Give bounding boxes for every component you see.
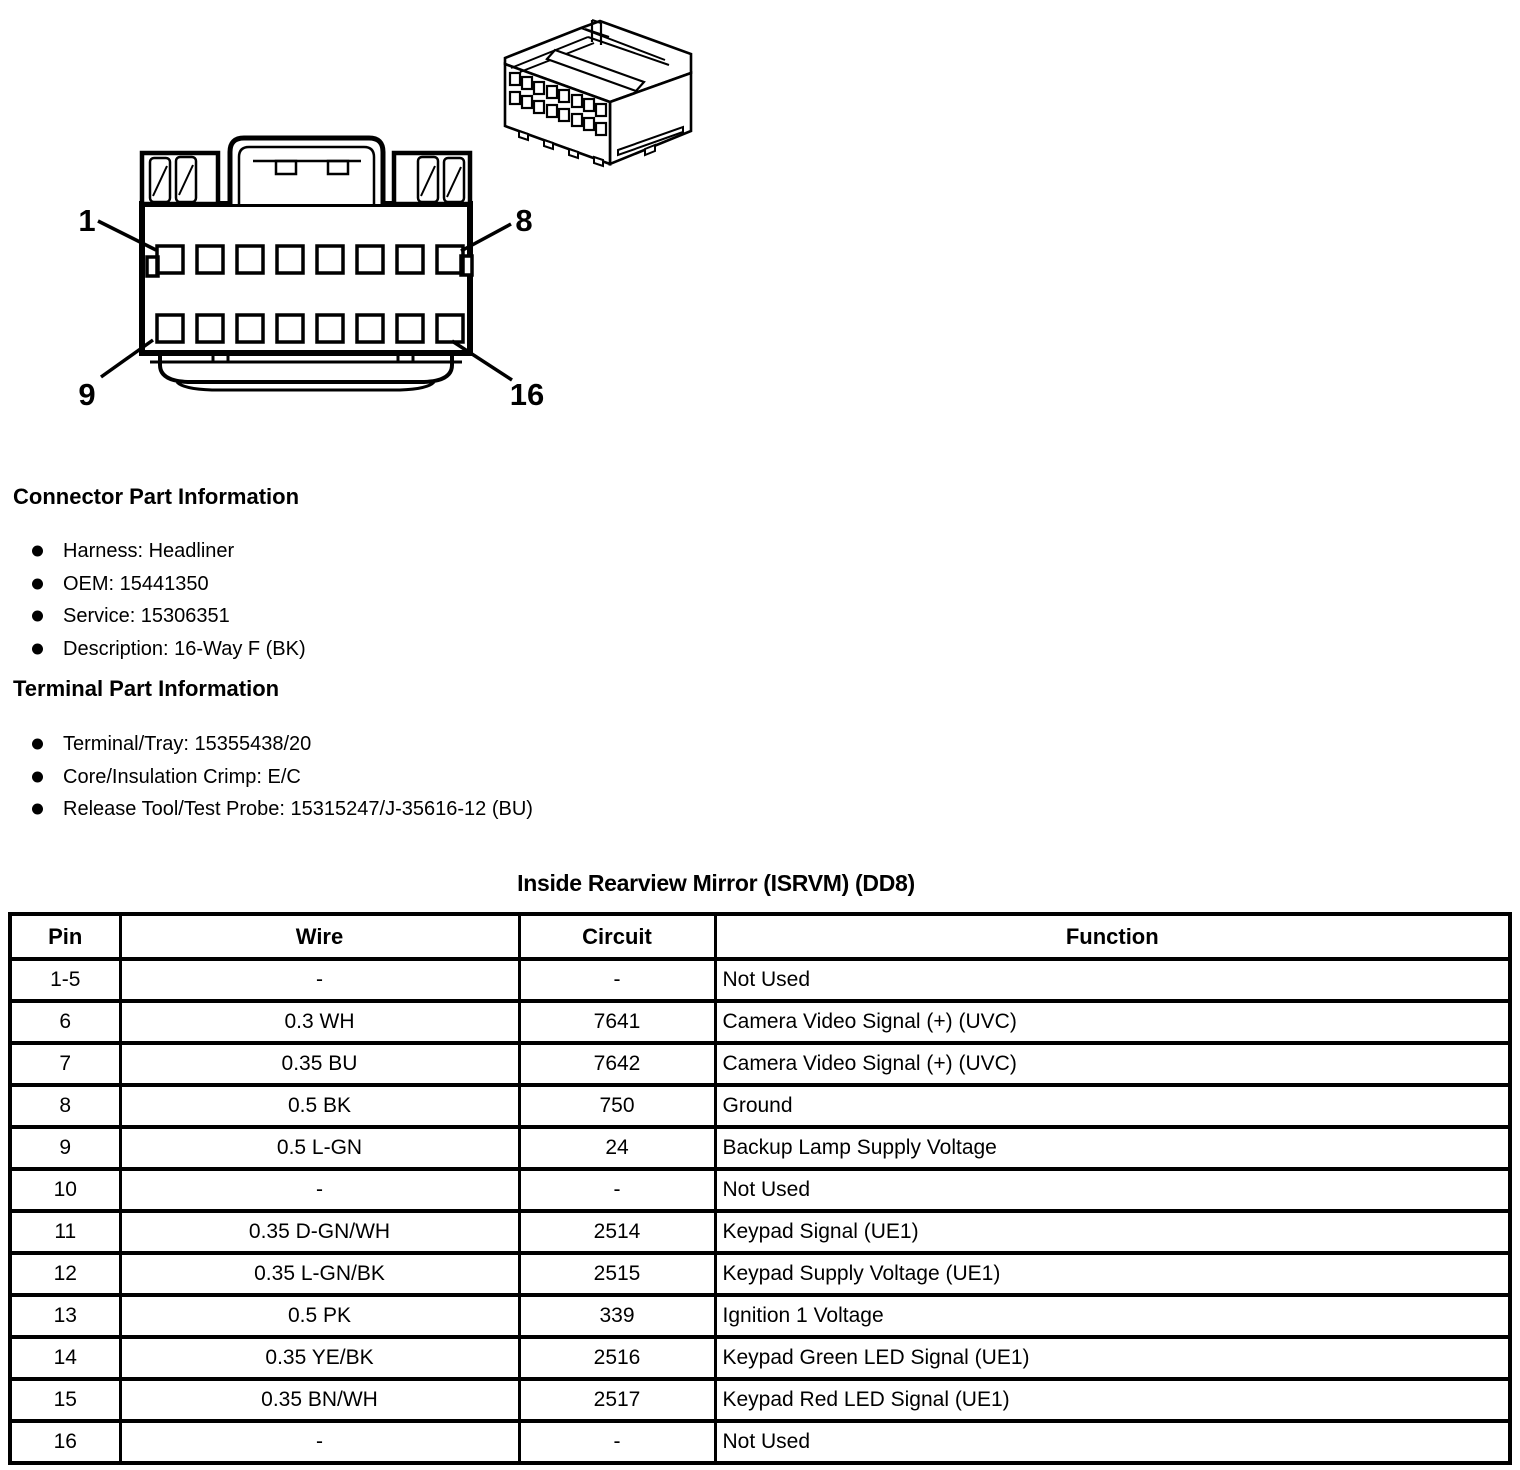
terminal-info-text: Release Tool/Test Probe: 15315247/J-35616-12 (BU) — [63, 798, 533, 820]
table-row — [10, 1085, 1510, 1127]
connector-info-item — [32, 573, 306, 595]
connector-part-info-list — [32, 540, 306, 670]
bullet-icon — [32, 739, 43, 750]
bullet-icon — [32, 578, 43, 589]
cell-function: Keypad Green LED Signal (UE1) — [715, 1337, 1510, 1379]
header-row — [10, 914, 1510, 959]
pin1-label: 1 — [78, 203, 96, 238]
connector-isometric-view — [505, 20, 691, 166]
cell-pin: 13 — [10, 1295, 120, 1337]
terminal-part-info-list — [32, 733, 533, 831]
bullet-icon — [32, 611, 43, 622]
pinout-table — [8, 912, 1512, 1465]
cell-pin: 12 — [10, 1253, 120, 1295]
table-row — [10, 1043, 1510, 1085]
cell-function: Ignition 1 Voltage — [715, 1295, 1510, 1337]
bullet-icon — [32, 771, 43, 782]
cell-pin: 14 — [10, 1337, 120, 1379]
connector-info-text: Harness: Headliner — [63, 540, 235, 562]
cell-circuit: - — [519, 959, 715, 1001]
cell-function: Not Used — [715, 1421, 1510, 1463]
cell-pin: 8 — [10, 1085, 120, 1127]
table-row — [10, 1379, 1510, 1421]
pin9-label: 9 — [78, 377, 96, 412]
pin16-label: 16 — [509, 377, 545, 412]
table-row — [10, 1295, 1510, 1337]
cell-circuit: 750 — [519, 1085, 715, 1127]
cell-wire: 0.5 PK — [120, 1295, 519, 1337]
cell-function: Keypad Red LED Signal (UE1) — [715, 1379, 1510, 1421]
cell-circuit: - — [519, 1421, 715, 1463]
cell-function: Not Used — [715, 1169, 1510, 1211]
leader-line-pin9 — [101, 340, 153, 377]
left-wing-outline — [142, 153, 218, 204]
table-row — [10, 1421, 1510, 1463]
table-row — [10, 1253, 1510, 1295]
cell-wire: - — [120, 1421, 519, 1463]
cell-pin: 6 — [10, 1001, 120, 1043]
cell-circuit: 7642 — [519, 1043, 715, 1085]
cell-wire: 0.5 BK — [120, 1085, 519, 1127]
cell-function: Keypad Signal (UE1) — [715, 1211, 1510, 1253]
cell-function: Camera Video Signal (+) (UVC) — [715, 1001, 1510, 1043]
cell-circuit: 2515 — [519, 1253, 715, 1295]
cell-pin: 16 — [10, 1421, 120, 1463]
cell-pin: 10 — [10, 1169, 120, 1211]
cell-wire: 0.5 L-GN — [120, 1127, 519, 1169]
cell-pin: 11 — [10, 1211, 120, 1253]
cell-pin: 15 — [10, 1379, 120, 1421]
table-row — [10, 959, 1510, 1001]
terminal-info-text: Terminal/Tray: 15355438/20 — [63, 733, 312, 755]
col-header-circuit: Circuit — [519, 914, 715, 959]
cell-function: Keypad Supply Voltage (UE1) — [715, 1253, 1510, 1295]
col-header-function: Function — [715, 914, 1510, 959]
table-row — [10, 1211, 1510, 1253]
cell-pin: 9 — [10, 1127, 120, 1169]
cell-wire: 0.35 YE/BK — [120, 1337, 519, 1379]
bullet-icon — [32, 643, 43, 654]
cell-circuit: 24 — [519, 1127, 715, 1169]
terminal-info-item — [32, 733, 533, 755]
cell-wire: - — [120, 959, 519, 1001]
connector-info-item — [32, 638, 306, 660]
col-header-wire: Wire — [120, 914, 519, 959]
cell-wire: 0.35 D-GN/WH — [120, 1211, 519, 1253]
terminal-info-item — [32, 798, 533, 820]
connector-body — [142, 204, 470, 353]
cell-wire: 0.35 BU — [120, 1043, 519, 1085]
pinout-table-header — [10, 914, 1510, 959]
table-row — [10, 1127, 1510, 1169]
connector-info-text: OEM: 15441350 — [63, 572, 209, 595]
cell-wire: - — [120, 1169, 519, 1211]
bullet-icon — [32, 546, 43, 557]
connector-front-view — [78, 138, 544, 412]
cell-wire: 0.35 L-GN/BK — [120, 1253, 519, 1295]
connector-front-view-diagram — [60, 118, 560, 420]
cell-circuit: 2514 — [519, 1211, 715, 1253]
cell-function: Not Used — [715, 959, 1510, 1001]
cell-function: Camera Video Signal (+) (UVC) — [715, 1043, 1510, 1085]
cell-circuit: 339 — [519, 1295, 715, 1337]
connector-info-text: Description: 16-Way F (BK) — [63, 637, 306, 660]
terminal-info-item — [32, 766, 533, 788]
cell-circuit: 2517 — [519, 1379, 715, 1421]
table-row — [10, 1001, 1510, 1043]
table-row — [10, 1169, 1510, 1211]
connector-info-item — [32, 540, 306, 562]
pinout-table-body — [10, 959, 1510, 1463]
connector-isometric-diagram — [497, 2, 697, 170]
pin8-label: 8 — [515, 203, 533, 238]
col-header-pin: Pin — [10, 914, 120, 959]
cell-circuit: 7641 — [519, 1001, 715, 1043]
cell-pin: 7 — [10, 1043, 120, 1085]
right-wing-outline — [394, 153, 470, 204]
bullet-icon — [32, 804, 43, 815]
right-wing — [394, 153, 470, 204]
connector-info-item — [32, 605, 306, 627]
cell-circuit: 2516 — [519, 1337, 715, 1379]
left-wing — [142, 153, 218, 204]
cell-function: Ground — [715, 1085, 1510, 1127]
terminal-info-text: Core/Insulation Crimp: E/C — [63, 765, 301, 788]
cell-wire: 0.35 BN/WH — [120, 1379, 519, 1421]
pinout-table-title: Inside Rearview Mirror (ISRVM) (DD8) — [517, 870, 915, 896]
cell-pin: 1-5 — [10, 959, 120, 1001]
connector-info-text: Service: 15306351 — [63, 605, 230, 627]
terminal-part-info-heading: Terminal Part Information — [13, 676, 280, 701]
connector-part-info-heading: Connector Part Information — [13, 484, 300, 509]
cell-wire: 0.3 WH — [120, 1001, 519, 1043]
connector-bottom-tray — [160, 353, 452, 382]
table-row — [10, 1337, 1510, 1379]
cell-circuit: - — [519, 1169, 715, 1211]
cell-function: Backup Lamp Supply Voltage — [715, 1127, 1510, 1169]
